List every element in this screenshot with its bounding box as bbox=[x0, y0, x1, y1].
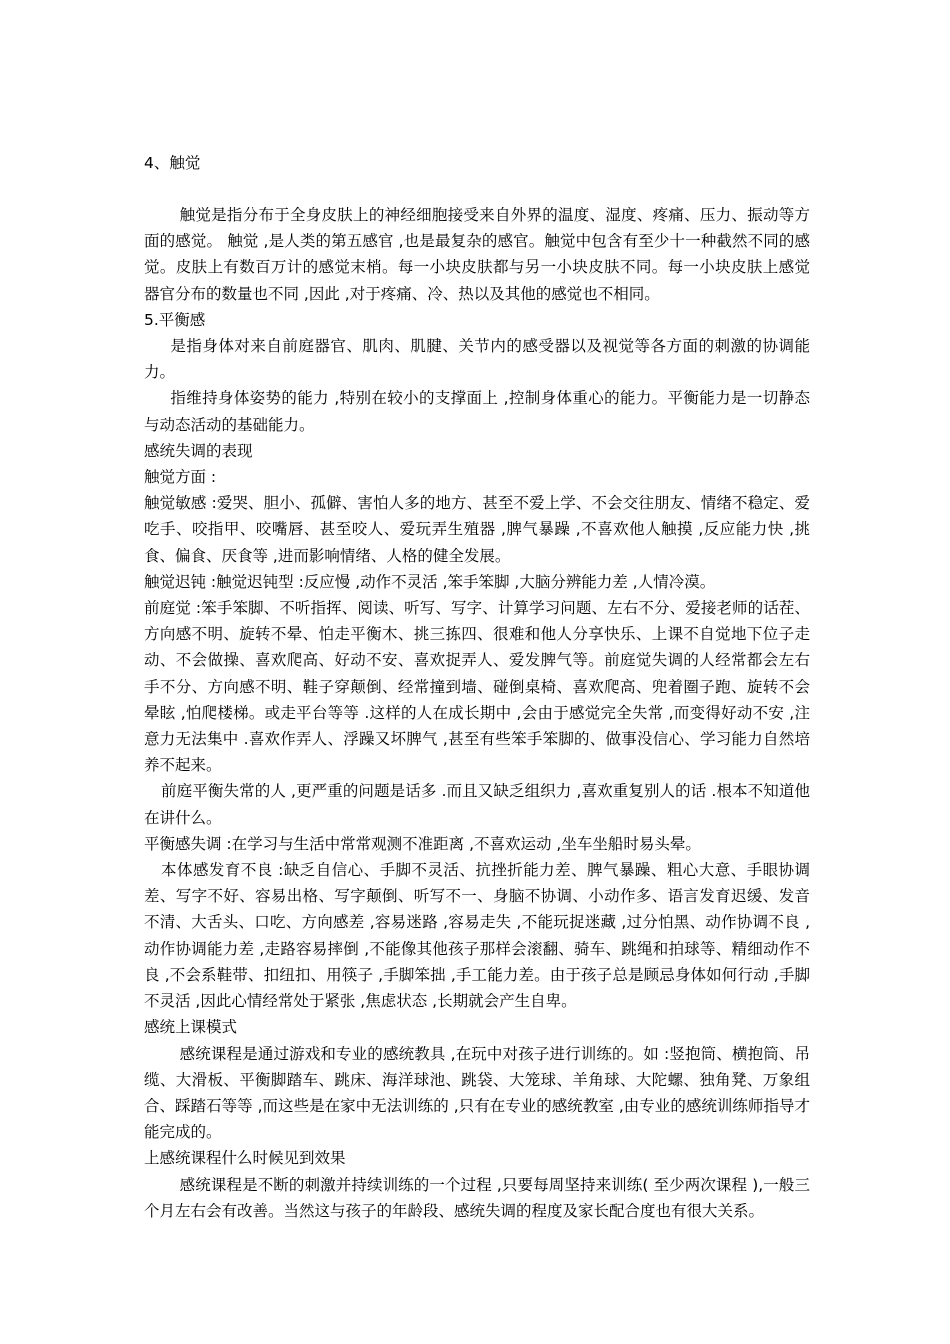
balance-ability-paragraph: 指维持身体姿势的能力 ,特别在较小的支撑面上 ,控制身体重心的能力。平衡能力是一切静态与动态活动的基础能力。 bbox=[144, 389, 810, 434]
balance-definition-paragraph: 是指身体对来自前庭器官、肌肉、肌腱、关节内的感受器以及视觉等各方面的刺激的协调能力。 bbox=[144, 337, 810, 382]
class-mode-paragraph: 感统课程是通过游戏和专业的感统教具 ,在玩中对孩子进行训练的。如 :竖抱筒、横抱筒、吊缆、大滑板、平衡脚踏车、跳床、海洋球池、跳袋、大笼球、羊角球、大陀螺、独角凳、万象组合、踩踏石等等 ,而这些是在家中无法训练的 ,只有在专业的感统教室 ,由专业的感统训练师指导才能完成的。 bbox=[144, 1044, 810, 1142]
section-heading-effect: 上感统课程什么时候见到效果 bbox=[144, 1149, 346, 1168]
touch-sensitive-paragraph: 触觉敏感 :爱哭、胆小、孤僻、害怕人多的地方、甚至不爱上学、不会交往朋友、情绪不稳定、爱吃手、咬指甲、咬嘴唇、甚至咬人、爱玩弄生殖器 ,脾气暴躁 ,不喜欢他人触摸 ,反应能力快 ,挑食、偏食、厌食等 ,进而影响情绪、人格的健全发展。 bbox=[144, 494, 810, 565]
proprioception-paragraph: 本体感发育不良 :缺乏自信心、手脚不灵活、抗挫折能力差、脾气暴躁、粗心大意、手眼协调差、写字不好、容易出格、写字颠倒、听写不一、身脑不协调、小动作多、语言发育迟缓、发音不清、大舌头、口吃、方向感差 ,容易迷路 ,容易走失 ,不能玩捉迷藏 ,过分怕黑、动作协调不良 ,动作协调能力差 ,走路容易摔倒 ,不能像其他孩子那样会滚翻、骑车、跳绳和拍球等、精细动作不良 ,不会系鞋带、扣纽扣、用筷子 ,手脚笨拙 ,手工能力差。由于孩子总是顾忌身体如何行动 ,手脚不灵活 ,因此心情经常处于紧张 ,焦虑状态 ,长期就会产生自卑。 bbox=[144, 861, 810, 1011]
touch-dull-paragraph: 触觉迟钝 :触觉迟钝型 :反应慢 ,动作不灵活 ,笨手笨脚 ,大脑分辨能力差 ,人情冷漠。 bbox=[144, 572, 716, 591]
section-heading-dysfunction: 感统失调的表现 bbox=[144, 441, 253, 460]
vestibular-balance-paragraph: 前庭平衡失常的人 ,更严重的问题是话多 .而且又缺乏组织力 ,喜欢重复别人的话 .根本不知道他在讲什么。 bbox=[144, 782, 810, 827]
subheading-touch-aspect: 触觉方面 : bbox=[144, 468, 217, 487]
document-body bbox=[144, 150, 810, 1224]
touch-definition-paragraph: 触觉是指分布于全身皮肤上的神经细胞接受来自外界的温度、湿度、疼痛、压力、振动等方面的感觉。 触觉 ,是人类的第五感官 ,也是最复杂的感官。触觉中包含有至少十一种截然不同的感觉。皮肤上有数百万计的感觉末梢。每一小块皮肤都与另一小块皮肤不同。每一小块皮肤上感觉器官分布的数量也不同 ,因此 ,对于疼痛、冷、热以及其他的感觉也不相同。 bbox=[144, 206, 810, 303]
spacer bbox=[144, 176, 810, 202]
section-heading-class-mode: 感统上课模式 bbox=[144, 1018, 238, 1037]
section-heading-touch: 4、触觉 bbox=[144, 154, 201, 172]
section-heading-balance: 5.平衡感 bbox=[144, 310, 206, 329]
balance-dysfunction-paragraph: 平衡感失调 :在学习与生活中常常观测不准距离 ,不喜欢运动 ,坐车坐船时易头晕。 bbox=[144, 834, 701, 853]
vestibular-paragraph: 前庭觉 :笨手笨脚、不听指挥、阅读、听写、写字、计算学习问题、左右不分、爱接老师的话茬、方向感不明、旋转不晕、怕走平衡木、挑三拣四、很难和他人分享快乐、上课不自觉地下位子走动、不会做操、喜欢爬高、好动不安、喜欢捉弄人、爱发脾气等。前庭觉失调的人经常都会左右手不分、方向感不明、鞋子穿颠倒、经常撞到墙、碰倒桌椅、喜欢爬高、兜着圈子跑、旋转不会晕眩 ,怕爬楼梯。或走平台等等 .这样的人在成长期中 ,会由于感觉完全失常 ,而变得好动不安 ,注意力无法集中 .喜欢作弄人、浮躁又坏脾气 ,甚至有些笨手笨脚的、做事没信心、学习能力自然培养不起来。 bbox=[144, 599, 810, 775]
effect-paragraph: 感统课程是不断的刺激并持续训练的一个过程 ,只要每周坚持来训练( 至少两次课程 ),一般三个月左右会有改善。当然这与孩子的年龄段、感统失调的程度及家长配合度也有很大关系。 bbox=[144, 1175, 810, 1220]
